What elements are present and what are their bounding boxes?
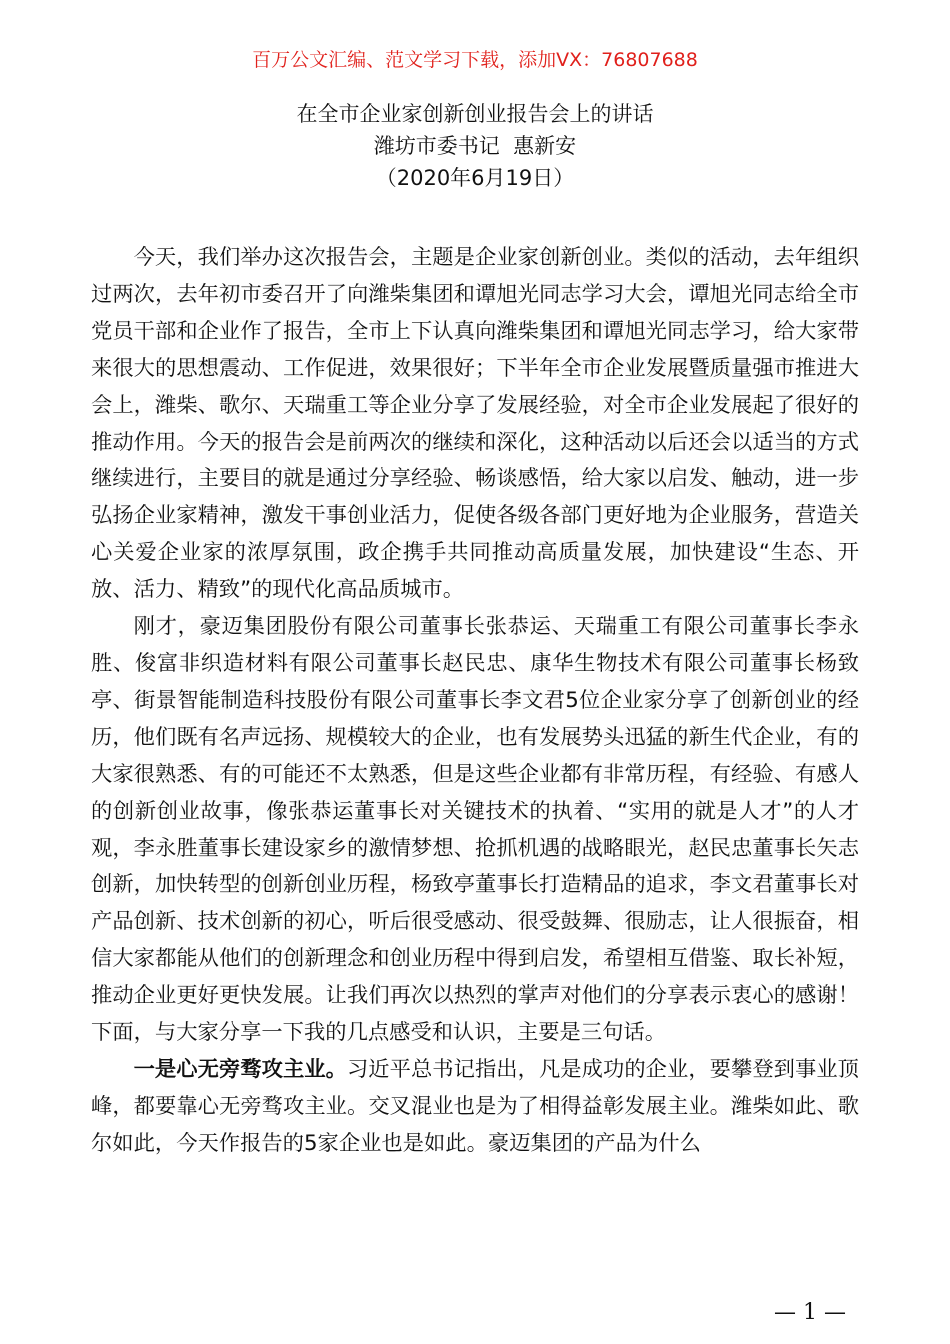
paragraph-3-text: 习近平总书记指出，凡是成功的企业，要攀登到事业顶峰，都要靠心无旁骛攻主业。交叉混业也是为了相得益彰发展主业。潍柴如此、歌尔如此，今天作报告的5家企业也是如此。豪迈集团的产品为什么: [91, 1056, 859, 1156]
watermark-banner: 百万公文汇编、范文学习下载，添加VX：76807688: [252, 49, 698, 71]
document-header: [0, 98, 950, 194]
speech-date: （2020年6月19日）: [375, 166, 575, 190]
document-title: 在全市企业家创新创业报告会上的讲话: [296, 102, 654, 126]
paragraph-3: [91, 1052, 859, 1163]
section-heading-1: 一是心无旁骛攻主业。: [133, 1056, 347, 1082]
page-number: — 1 —: [774, 1300, 846, 1325]
speaker-line: 潍坊市委书记 惠新安: [373, 134, 577, 158]
paragraph-1: 今天，我们举办这次报告会，主题是企业家创新创业。类似的活动，去年组织过两次，去年初市委召开了向潍柴集团和谭旭光同志学习大会，谭旭光同志给全市党员干部和企业作了报告，全市上下认真向潍柴集团和谭旭光同志学习，给大家带来很大的思想震动、工作促进，效果很好；下半年全市企业发展暨质量强市推进大会上，潍柴、歌尔、天瑞重工等企业分享了发展经验，对全市企业发展起了很好的推动作用。今天的报告会是前两次的继续和深化，这种活动以后还会以适当的方式继续进行，主要目的就是通过分享经验、畅谈感悟，给大家以启发、触动，进一步弘扬企业家精神，激发干事创业活力，促使各级各部门更好地为企业服务，营造关心关爱企业家的浓厚氛围，政企携手共同推动高质量发展，加快建设“生态、开放、活力、精致”的现代化高品质城市。: [91, 245, 859, 603]
document-body: [91, 240, 859, 1163]
paragraph-2: 刚才，豪迈集团股份有限公司董事长张恭运、天瑞重工有限公司董事长李永胜、俊富非织造材料有限公司董事长赵民忠、康华生物技术有限公司董事长杨致亭、街景智能制造科技股份有限公司董事长李文君5位企业家分享了创新创业的经历，他们既有名声远扬、规模较大的企业，也有发展势头迅猛的新生代企业，有的大家很熟悉、有的可能还不太熟悉，但是这些企业都有非常历程，有经验、有感人的创新创业故事，像张恭运董事长对关键技术的执着、“实用的就是人才”的人才观，李永胜董事长建设家乡的激情梦想、抢抓机遇的战略眼光，赵民忠董事长矢志创新，加快转型的创新创业历程，杨致亭董事长打造精品的追求，李文君董事长对产品创新、技术创新的初心，听后很受感动、很受鼓舞、很励志，让人很振奋，相信大家都能从他们的创新理念和创业历程中得到启发，希望相互借鉴、取长补短，推动企业更好更快发展。让我们再次以热烈的掌声对他们的分享表示衷心的感谢！下面，与大家分享一下我的几点感受和认识，主要是三句话。: [91, 614, 859, 1046]
